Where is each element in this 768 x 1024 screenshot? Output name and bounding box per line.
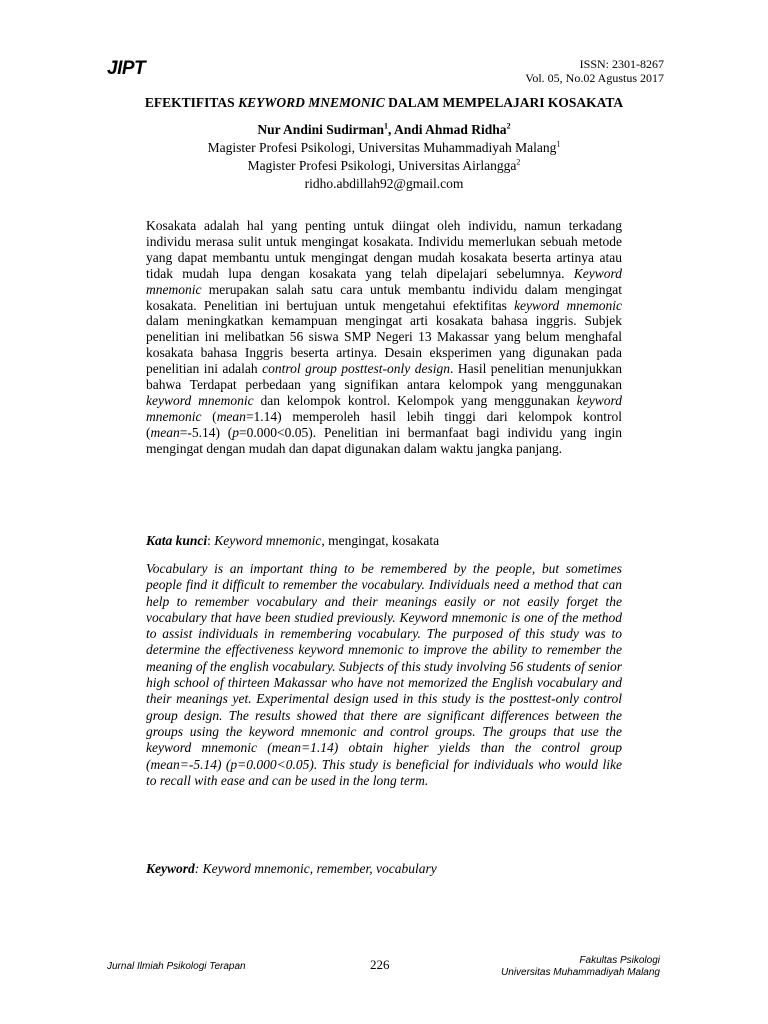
title-part-3: DALAM MEMPELAJARI KOSAKATA — [384, 95, 624, 110]
keyword-rest: : Keyword mnemonic, remember, vocabulary — [194, 861, 437, 876]
title-part-2: KEYWORD MNEMONIC — [238, 95, 385, 110]
author-names — [0, 121, 768, 139]
journal-logo: JIPT — [107, 58, 146, 79]
abs-id-t6: ( — [201, 408, 217, 424]
abs-id-i1: Keyword mnemonic — [146, 265, 622, 297]
kata-kunci-rest: , mengingat, kosakata — [321, 533, 440, 548]
abs-id-i6: mean — [216, 408, 246, 424]
abs-id-t7: =1.14) memperoleh hasil lebih tinggi dari kelompok kontrol ( — [146, 408, 622, 440]
paper-title — [0, 95, 768, 111]
page-number: 226 — [370, 957, 390, 972]
footer-journal: Jurnal Ilmiah Psikologi Terapan — [107, 961, 246, 972]
abs-id-t4: . Hasil penelitian menunjukkan bahwa Terdapat perbedaan yang signifikan antara kelompok yang menggunakan — [146, 361, 622, 393]
title-part-1: EFEKTIFITAS — [144, 95, 239, 110]
affiliation-2 — [0, 157, 768, 175]
author-1: Nur Andini Sudirman — [257, 122, 384, 137]
kata-kunci-label: Kata kunci — [146, 533, 208, 548]
author-separator: , — [387, 122, 394, 137]
abs-id-i3: control group posttest-only design — [262, 361, 450, 377]
author-2: Andi Ahmad Ridha — [394, 122, 507, 137]
abs-id-t3: dalam meningkatkan kemampuan mengingat arti kosakata bahasa inggris. Subjek penelitian ini melibatkan 56 siswa SMP Negeri 13 Makassar yang belum menghafal kosakata bahasa Inggris beserta artinya. Desain eksperimen yang digunakan pada penelitian ini adalah — [146, 313, 622, 377]
affiliation-1 — [0, 139, 768, 157]
footer-institution — [501, 955, 660, 979]
abs-id-t5: dan kelompok kontrol. Kelompok yang menggunakan — [253, 392, 577, 408]
footer-faculty: Fakultas Psikologi — [579, 955, 660, 966]
volume-info: Vol. 05, No.02 Agustus 2017 — [525, 71, 664, 85]
author-block — [0, 121, 768, 193]
keywords-english — [146, 861, 622, 877]
affiliation-2-sup: 2 — [516, 157, 521, 167]
keywords-indonesian — [146, 533, 622, 549]
abs-id-t9: =0.000<0.05). Penelitian ini bermanfaat bagi individu yang ingin mengingat dengan mudah dan dapat digunakan dalam waktu jangka panjang. — [146, 424, 622, 456]
issn-number: ISSN: 2301-8267 — [579, 57, 664, 71]
abs-id-i7: mean — [150, 424, 180, 440]
abs-id-i5: keyword mnemonic — [146, 392, 622, 424]
abstract-indonesian — [146, 218, 622, 457]
affiliation-1-sup: 1 — [556, 139, 561, 149]
author-email: ridho.abdillah92@gmail.com — [304, 176, 464, 191]
abs-id-i2: keyword mnemonic — [514, 297, 622, 313]
abs-id-i8: p — [232, 424, 240, 440]
abs-id-t2: merupakan salah satu cara untuk membantu individu dalam mengingat kosakata. Penelitian ini bertujuan untuk mengetahui efektifitas — [146, 281, 622, 313]
author-1-sup: 1 — [383, 121, 388, 131]
kata-kunci-colon: : — [207, 533, 215, 548]
abs-id-t8: =-5.14) ( — [179, 424, 233, 440]
abs-id-t1: Kosakata adalah hal yang penting untuk diingat oleh individu, namun terkadang individu merasa sulit untuk mengingat kosakata. Individu memerlukan sebuah metode yang dapat membantu untuk mengingat dengan mudah kosakata beserta artinya atau tidak mudah lupa dengan kosakata yang telah dipelajari sebelumnya. — [146, 218, 622, 281]
affiliation-2-text: Magister Profesi Psikologi, Universitas Airlangga — [247, 158, 517, 173]
abs-id-i4: keyword mnemonic — [146, 392, 254, 408]
footer-university: Universitas Muhammadiyah Malang — [501, 967, 660, 978]
affiliation-1-text: Magister Profesi Psikologi, Universitas Muhammadiyah Malang — [207, 140, 557, 155]
author-2-sup: 2 — [506, 121, 511, 131]
issn-block — [525, 57, 664, 85]
keyword-label: Keyword — [146, 861, 195, 876]
abstract-english: Vocabulary is an important thing to be remembered by the people, but sometimes people find it difficult to remember the vocabulary. Individuals need a method that can help to remember vocabulary and their meanings easily or not easily forget the vocabulary that have been studied previously. Keyword mnemonic is one of the method to assist individuals in remembering vocabulary. The purposed of this study was to determine the effectiveness keyword mnemonic to improve the ability to remember the meaning of the english vocabulary. Subjects of this study involving 56 students of senior high school of thirteen Makassar who have not memorized the English vocabulary and their meanings yet. Experimental design used in this study is the posttest-only control group design. The results showed that there are significant differences between the groups using the keyword mnemonic and control groups. The groups that use the keyword mnemonic (mean=1.14) obtain higher yields than the control group (mean=-5.14) (p=0.000<0.05). This study is beneficial for individuals who would like to recall with ease and can be used in the long term. — [146, 561, 622, 788]
kata-kunci-term: Keyword mnemonic — [214, 533, 322, 548]
